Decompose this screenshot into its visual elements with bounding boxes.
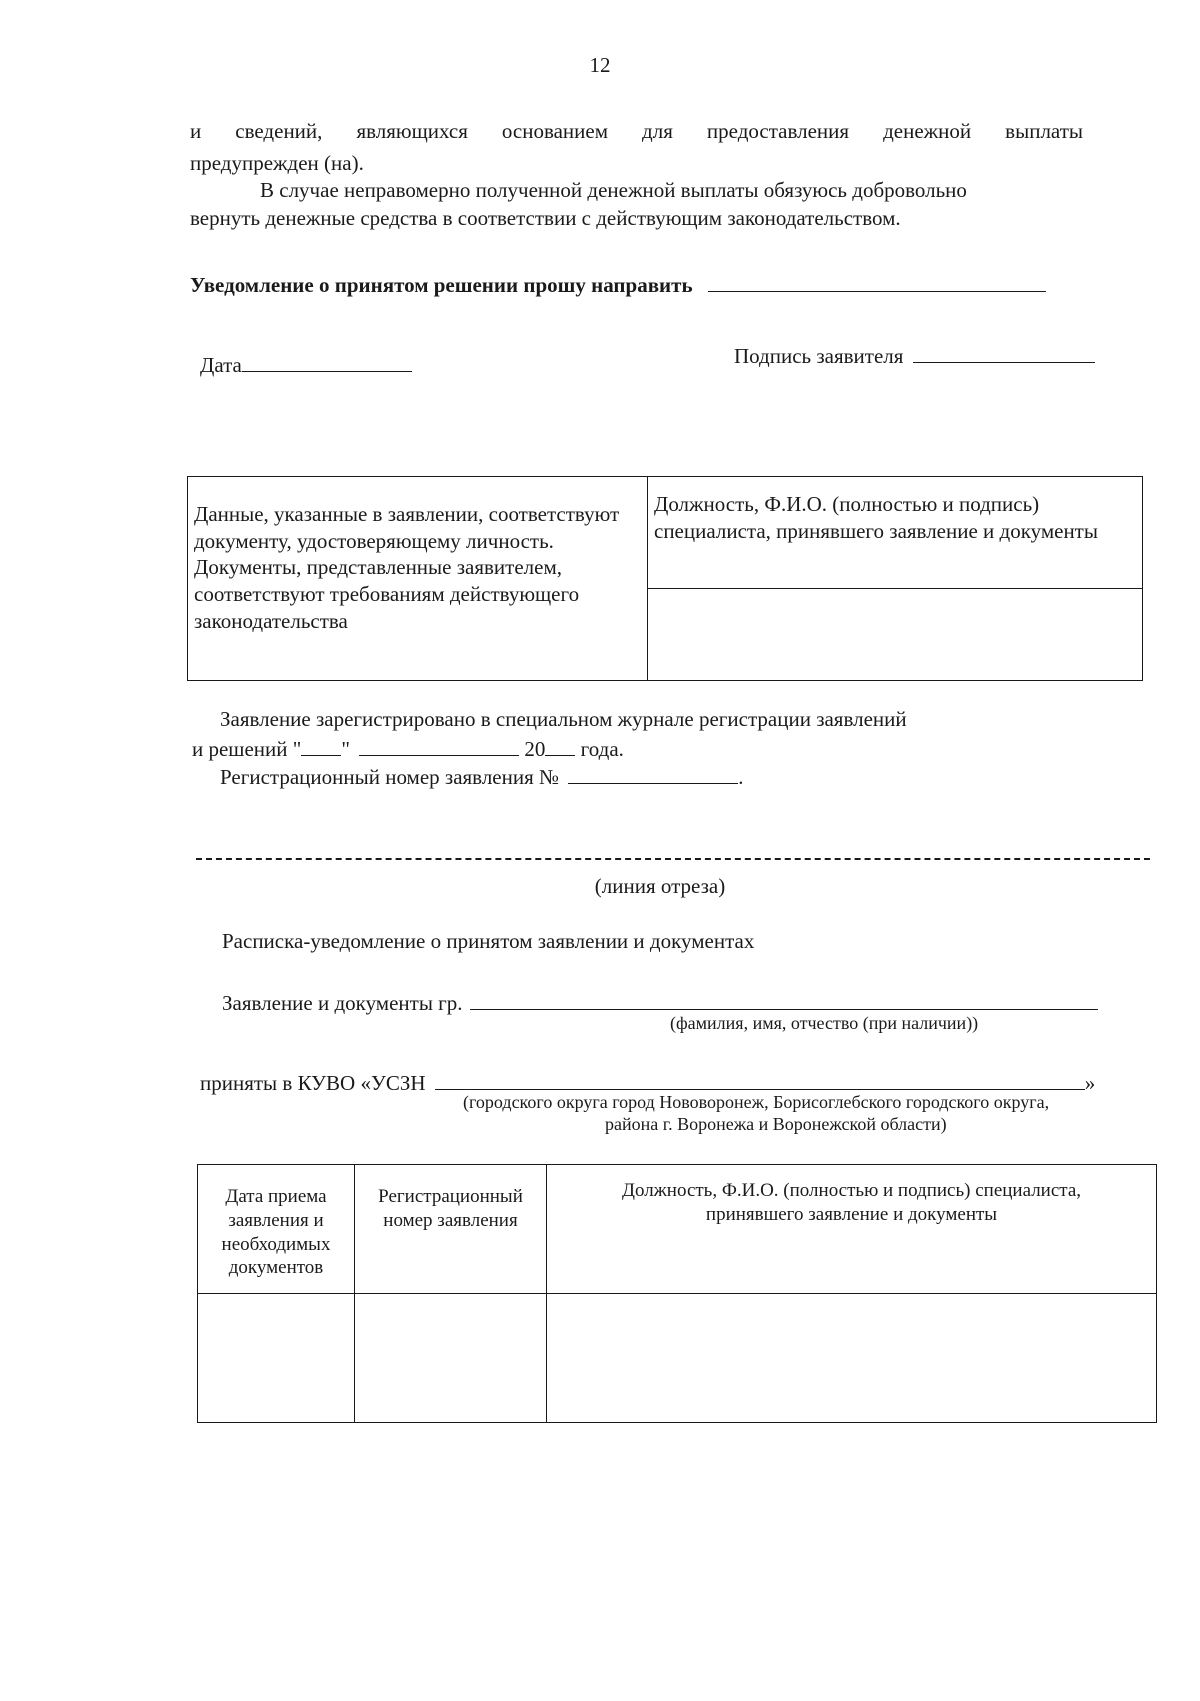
registration-day-prefix: и решений " [192,737,302,761]
signature-label: Подпись заявителя [734,344,904,368]
receipt-header-date [198,1165,355,1294]
specialist-header-cell [648,477,1143,589]
registration-month-field[interactable] [359,754,519,756]
intro-line-2: предупрежден (на). [190,151,364,175]
date-row [200,352,412,378]
registration-day-field[interactable] [301,754,341,756]
receipt-title: Расписка-уведомление о принятом заявлении и документах [222,929,755,953]
signature-row [734,343,1095,369]
date-label: Дата [200,353,242,377]
registration-number-row [220,764,744,790]
accepted-caption-line-1: (городского округа город Нововоронеж, Борисоглебского городского округа, [463,1092,1050,1112]
accepted-caption-line-2: района г. Воронежа и Воронежской области) [605,1114,947,1134]
page-number: 12 [589,53,611,77]
registration-line-1: Заявление зарегистрировано в специальном журнале регистрации заявлений [220,707,907,731]
cut-line-label: (линия отреза) [594,874,726,898]
applicant-caption: (фамилия, имя, отчество (при наличии)) [670,1013,979,1033]
notice-address-field[interactable] [708,290,1046,292]
receipt-number-cell[interactable] [355,1294,547,1423]
notice-label: Уведомление о принятом решении прошу направить [190,273,693,297]
receipt-specialist-cell[interactable] [547,1294,1157,1423]
accepted-label: приняты в КУВО «УСЗН [200,1071,426,1095]
date-field[interactable] [242,370,412,372]
verification-statement: Данные, указанные в заявлении, соответствуют документу, удостоверяющему личность. Документы, представленные заявителем, соответствуют требованиям действующего законодательства [194,502,620,633]
accepted-suffix: » [1084,1071,1096,1095]
registration-day-quote: " [341,737,350,761]
registration-number-field[interactable] [568,782,738,784]
receipt-date-cell[interactable] [198,1294,355,1423]
intro-line-1: и сведений, являющихся основанием для предоставления денежной выплаты [190,119,1083,143]
registration-number-end: . [738,765,744,789]
receipt-header-number-text: Регистрационный номер заявления [378,1186,523,1231]
intro-line-3: В случае неправомерно полученной денежной выплаты обязуюсь добровольно [260,178,967,202]
applicant-label: Заявление и документы гр. [222,991,463,1015]
registration-year-field[interactable] [545,754,575,756]
verification-table [187,476,1143,681]
specialist-signature-cell[interactable] [648,589,1143,681]
receipt-header-date-text: Дата приема заявления и необходимых документов [221,1186,331,1279]
department-field[interactable] [435,1088,1085,1090]
specialist-header: Должность, Ф.И.О. (полностью и подпись) специалиста, принявшего заявление и документы [654,492,1098,543]
receipt-table [197,1164,1157,1423]
registration-year-suffix: года. [580,737,624,761]
verification-statement-cell [188,477,648,681]
notice-row [190,272,1120,298]
signature-field[interactable] [913,361,1095,363]
registration-year-prefix: 20 [524,737,546,761]
intro-line-4: вернуть денежные средства в соответствии с действующим законодательством. [190,206,901,230]
cut-line [196,858,1150,860]
receipt-header-specialist-text: Должность, Ф.И.О. (полностью и подпись) специалиста, принявшего заявление и документы [621,1180,1081,1225]
registration-number-label: Регистрационный номер заявления № [220,765,560,789]
applicant-name-field[interactable] [470,1008,1098,1010]
registration-line-2 [192,736,624,762]
receipt-header-specialist [547,1165,1157,1294]
receipt-header-number [355,1165,547,1294]
